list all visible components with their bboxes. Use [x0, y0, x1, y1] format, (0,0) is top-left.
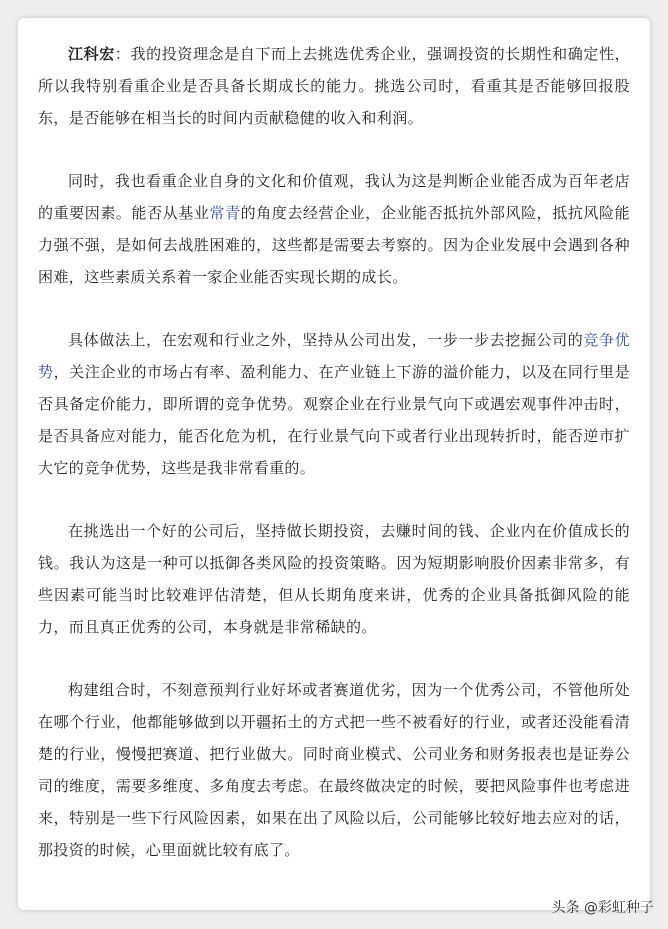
- article-paragraph: [38, 674, 630, 866]
- article-card: [18, 18, 650, 910]
- paragraph-text: 构建组合时，不刻意预判行业好坏或者赛道优劣，因为一个优秀公司，不管他所处在哪个行业，他都能够做到以开疆拓土的方式把一些不被看好的行业，或者还没能看清楚的行业，慢慢把赛道、把行业做大。同时商业模式、公司业务和财务报表也是证券公司的维度，需要多维度、多角度去考虑。在最终做决定的时候，要把风险事件也考虑进来，特别是一些下行风险因素，如果在出了风险以后，公司能够比较好地去应对的话，那投资的时候，心里面就比较有底了。: [38, 681, 630, 859]
- paragraph-text: 具体做法上，在宏观和行业之外，坚持从公司出发，一步一步去挖掘公司的: [68, 331, 584, 349]
- article-paragraph: [38, 165, 630, 293]
- article-paragraph: [38, 324, 630, 484]
- paragraph-text: 同时，我也看重企业自身的文化和价值观，我认为这是判断企业能否成为百年老店的重要因素。能否从基业: [38, 172, 630, 222]
- article-body: [38, 38, 630, 866]
- article-paragraph: [38, 38, 630, 134]
- paragraph-text: ，关注企业的市场占有率、盈利能力、在产业链上下游的溢价能力，以及在同行里是否具备定价能力，即所谓的竞争优势。观察企业在行业景气向下或遇宏观事件冲击时，是否具备应对能力，能否化危为机，在行业景气向下或者行业出现转折时，能否逆市扩大它的竞争优势，这些是我非常看重的。: [38, 363, 630, 477]
- keyword-link[interactable]: 竞争优势: [38, 331, 630, 381]
- paragraph-text: ：我的投资理念是自下而上去挑选优秀企业，强调投资的长期性和确定性，所以我特别看重企业是否具备长期成长的能力。挑选公司时，看重其是否能够回报股东，是否能够在相当长的时间内贡献稳健的收入和利润。: [38, 45, 630, 127]
- paragraph-text: 在挑选出一个好的公司后，坚持做长期投资，去赚时间的钱、企业内在价值成长的钱。我认为这是一种可以抵御各类风险的投资策略。因为短期影响股价因素非常多，有些因素可能当时比较难评估清楚，但从长期角度来讲，优秀的企业具备抵御风险的能力，而且真正优秀的公司，本身就是非常稀缺的。: [38, 522, 630, 636]
- keyword-link[interactable]: 常青: [209, 204, 241, 222]
- paragraph-text: 的角度去经营企业，企业能否抵抗外部风险，抵抗风险能力强不强，是如何去战胜困难的，这些都是需要去考察的。因为企业发展中会遇到各种困难，这些素质关系着一家企业能否实现长期的成长。: [38, 204, 630, 286]
- article-paragraph: [38, 515, 630, 643]
- watermark: 头条 @彩虹种子: [551, 900, 654, 916]
- speaker-name: 江科宏: [68, 45, 115, 63]
